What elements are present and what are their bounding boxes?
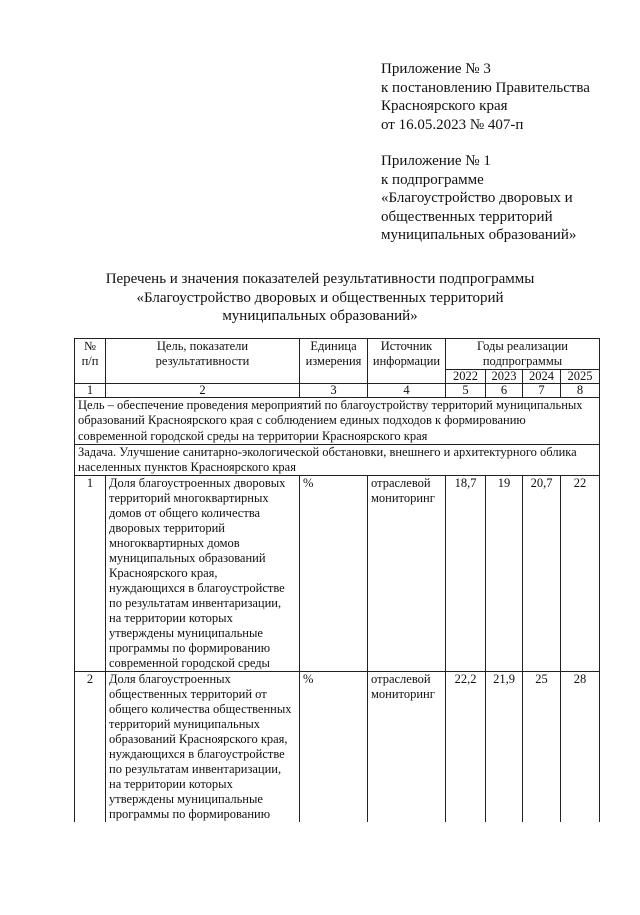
- row-num: 1: [75, 476, 106, 672]
- title-line: «Благоустройство дворовых и общественных территорий: [136, 289, 504, 306]
- column-number: 6: [486, 384, 523, 398]
- column-number: 7: [523, 384, 561, 398]
- appendix-ref-line: Приложение № 1: [381, 153, 491, 169]
- header-year: 2022: [446, 370, 486, 384]
- row-value-2022: 18,7: [446, 476, 486, 672]
- appendix-line: Красноярского края: [381, 98, 508, 114]
- row-source: отраслевой мониторинг: [368, 476, 446, 672]
- title-line: муниципальных образований»: [222, 308, 418, 324]
- document-title: [0, 270, 640, 326]
- header-num: № п/п: [75, 339, 106, 384]
- column-number: 1: [75, 384, 106, 398]
- column-number: 2: [106, 384, 300, 398]
- appendix-header: [381, 60, 590, 245]
- appendix-ref-line: общественных территорий: [381, 208, 553, 225]
- header-year: 2023: [486, 370, 523, 384]
- header-years-group: Годы реализации подпрограммы: [446, 339, 600, 370]
- header-source: Источник информации: [368, 339, 446, 384]
- row-num: 2: [75, 672, 106, 823]
- table-row: [75, 672, 600, 823]
- table-header-row: [75, 339, 600, 370]
- row-unit: %: [300, 476, 368, 672]
- row-value-2023: 21,9: [486, 672, 523, 823]
- column-number: 5: [446, 384, 486, 398]
- row-value-2023: 19: [486, 476, 523, 672]
- appendix-line: от 16.05.2023 № 407-п: [381, 116, 524, 133]
- header-unit: Единица измерения: [300, 339, 368, 384]
- indicators-table: [74, 338, 600, 822]
- header-year: 2025: [561, 370, 600, 384]
- goal-row: [75, 398, 600, 445]
- appendix-line: Приложение № 3: [381, 61, 491, 77]
- row-value-2025: 28: [561, 672, 600, 823]
- task-text: Задача. Улучшение санитарно-экологической обстановки, внешнего и архитектурного облика населенных пунктов Красноярского края: [75, 444, 600, 476]
- task-row: [75, 444, 600, 476]
- appendix-ref-line: к подпрограмме: [381, 171, 484, 188]
- column-number: 3: [300, 384, 368, 398]
- header-year: 2024: [523, 370, 561, 384]
- row-value-2025: 22: [561, 476, 600, 672]
- column-number: 8: [561, 384, 600, 398]
- appendix-line: к постановлению Правительства: [381, 79, 590, 96]
- row-indicator: Доля благоустроенных дворовых территорий многоквартирных домов от общего количества дворовых территорий многоквартирных домов муниципальных образований Красноярского края, нуждающихся в благоустройстве по результатам инвентаризации, на территории которых утверждены муниципальные программы по формированию современной городской среды: [106, 476, 300, 672]
- table-row: [75, 476, 600, 672]
- row-value-2022: 22,2: [446, 672, 486, 823]
- title-line: Перечень и значения показателей результативности подпрограммы: [105, 271, 535, 287]
- row-value-2024: 20,7: [523, 476, 561, 672]
- appendix-ref-line: «Благоустройство дворовых и: [381, 190, 573, 206]
- row-value-2024: 25: [523, 672, 561, 823]
- row-unit: %: [300, 672, 368, 823]
- header-goal: Цель, показатели результативности: [106, 339, 300, 384]
- row-source: отраслевой мониторинг: [368, 672, 446, 823]
- column-number: 4: [368, 384, 446, 398]
- appendix-ref-line: муниципальных образований»: [381, 227, 577, 243]
- goal-text: Цель – обеспечение проведения мероприятий по благоустройству территорий муниципальных образований Красноярского края с соблюдением единых подходов к формированию современной городской среды на территории Красноярского края: [75, 398, 600, 445]
- row-indicator: Доля благоустроенных общественных территорий от общего количества общественных территорий муниципальных образований Красноярского края, нуждающихся в благоустройстве по результатам инвентаризации, на территории которых утверждены муниципальные программы по формированию: [106, 672, 300, 823]
- column-number-row: [75, 384, 600, 398]
